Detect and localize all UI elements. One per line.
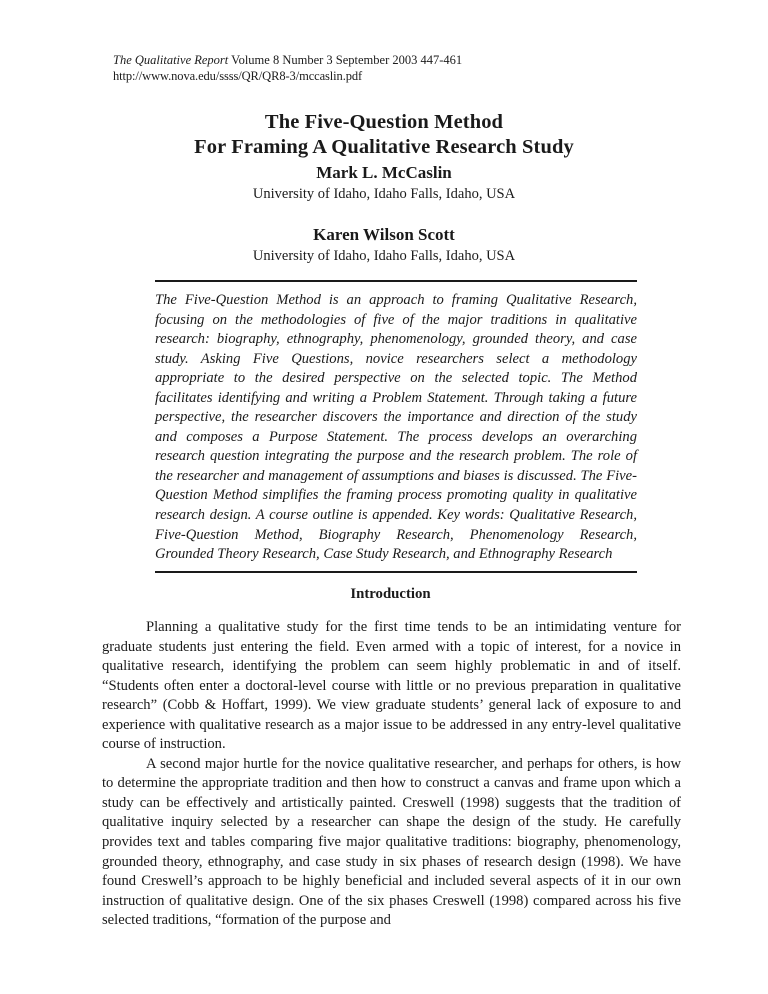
article-title — [0, 110, 768, 160]
abstract-block — [155, 280, 637, 573]
author-entry — [0, 162, 768, 204]
author-affiliation: University of Idaho, Idaho Falls, Idaho, USA — [252, 248, 516, 264]
journal-title: The Qualitative Report — [113, 53, 229, 67]
journal-citation-details: Volume 8 Number 3 September 2003 447-461 — [228, 53, 463, 67]
journal-url[interactable]: http://www.nova.edu/ssss/QR/QR8-3/mccaslin.pdf — [113, 68, 363, 83]
abstract-bottom-rule — [155, 571, 637, 573]
author-entry — [0, 224, 768, 266]
section-heading-introduction — [0, 585, 768, 604]
article-title-line-2: For Framing A Qualitative Research Study — [194, 135, 574, 158]
author-list — [0, 162, 768, 266]
body-column — [102, 618, 681, 931]
author-name: Mark L. McCaslin — [316, 163, 452, 182]
author-name: Karen Wilson Scott — [313, 225, 455, 244]
body-paragraph: A second major hurtle for the novice qualitative researcher, and perhaps for others, is how to determine the appropriate tradition and then how to construct a canvas and frame upon which a study can be effectively and artistically painted. Creswell (1998) suggests that the tradition of qualitative inquiry selected by a researcher can shape the design of the study. He carefully provides text and tables comparing five major qualitative traditions: biography, phenomenology, grounded theory, ethnography, and case study in six phases of research design (1998). We have found Creswell’s approach to be highly beneficial and included several aspects of it in our own instruction of qualitative design. One of the six phases Creswell (1998) compared across his five selected traditions, “formation of the purpose and — [102, 755, 681, 929]
journal-citation-line — [113, 53, 673, 69]
journal-header — [113, 53, 673, 84]
article-title-line-1: The Five-Question Method — [264, 110, 504, 133]
abstract-text: The Five-Question Method is an approach to framing Qualitative Research, focusing on the methodologies of five of the major traditions in qualitative research: biography, ethnography, phenomenology, grounded theory, and case study. Asking Five Questions, novice researchers select a methodology appropriate to the desired perspective on the selected topic. The Method facilitates identifying and writing a Problem Statement. Through taking a future perspective, the researcher discovers the importance and direction of the study and composes a Purpose Statement. The process develops an overarching research question integrating the purpose and the research problem. The role of the researcher and management of assumptions and biases is discussed. The Five-Question Method simplifies the framing process promoting quality in qualitative research design. A course outline is appended. Key words: Qualitative Research, Five-Question Method, Biography Research, Phenomenology Research, Grounded Theory Research, Case Study Research, and Ethnography Research — [155, 292, 637, 563]
author-affiliation: University of Idaho, Idaho Falls, Idaho, USA — [252, 186, 516, 202]
section-heading-label: Introduction — [350, 586, 431, 602]
abstract-top-rule — [155, 280, 637, 282]
body-paragraph: Planning a qualitative study for the first time tends to be an intimidating venture for graduate students just entering the field. Even armed with a topic of interest, for a novice in qualitative research, identifying the problem can seem highly problematic in and of itself. “Students often enter a doctoral-level course with little or no previous preparation in qualitative research” (Cobb & Hoffart, 1999). We view graduate students’ general lack of exposure to and experience with qualitative research as a major issue to be addressed in any entry-level qualitative course of instruction. — [102, 619, 681, 753]
